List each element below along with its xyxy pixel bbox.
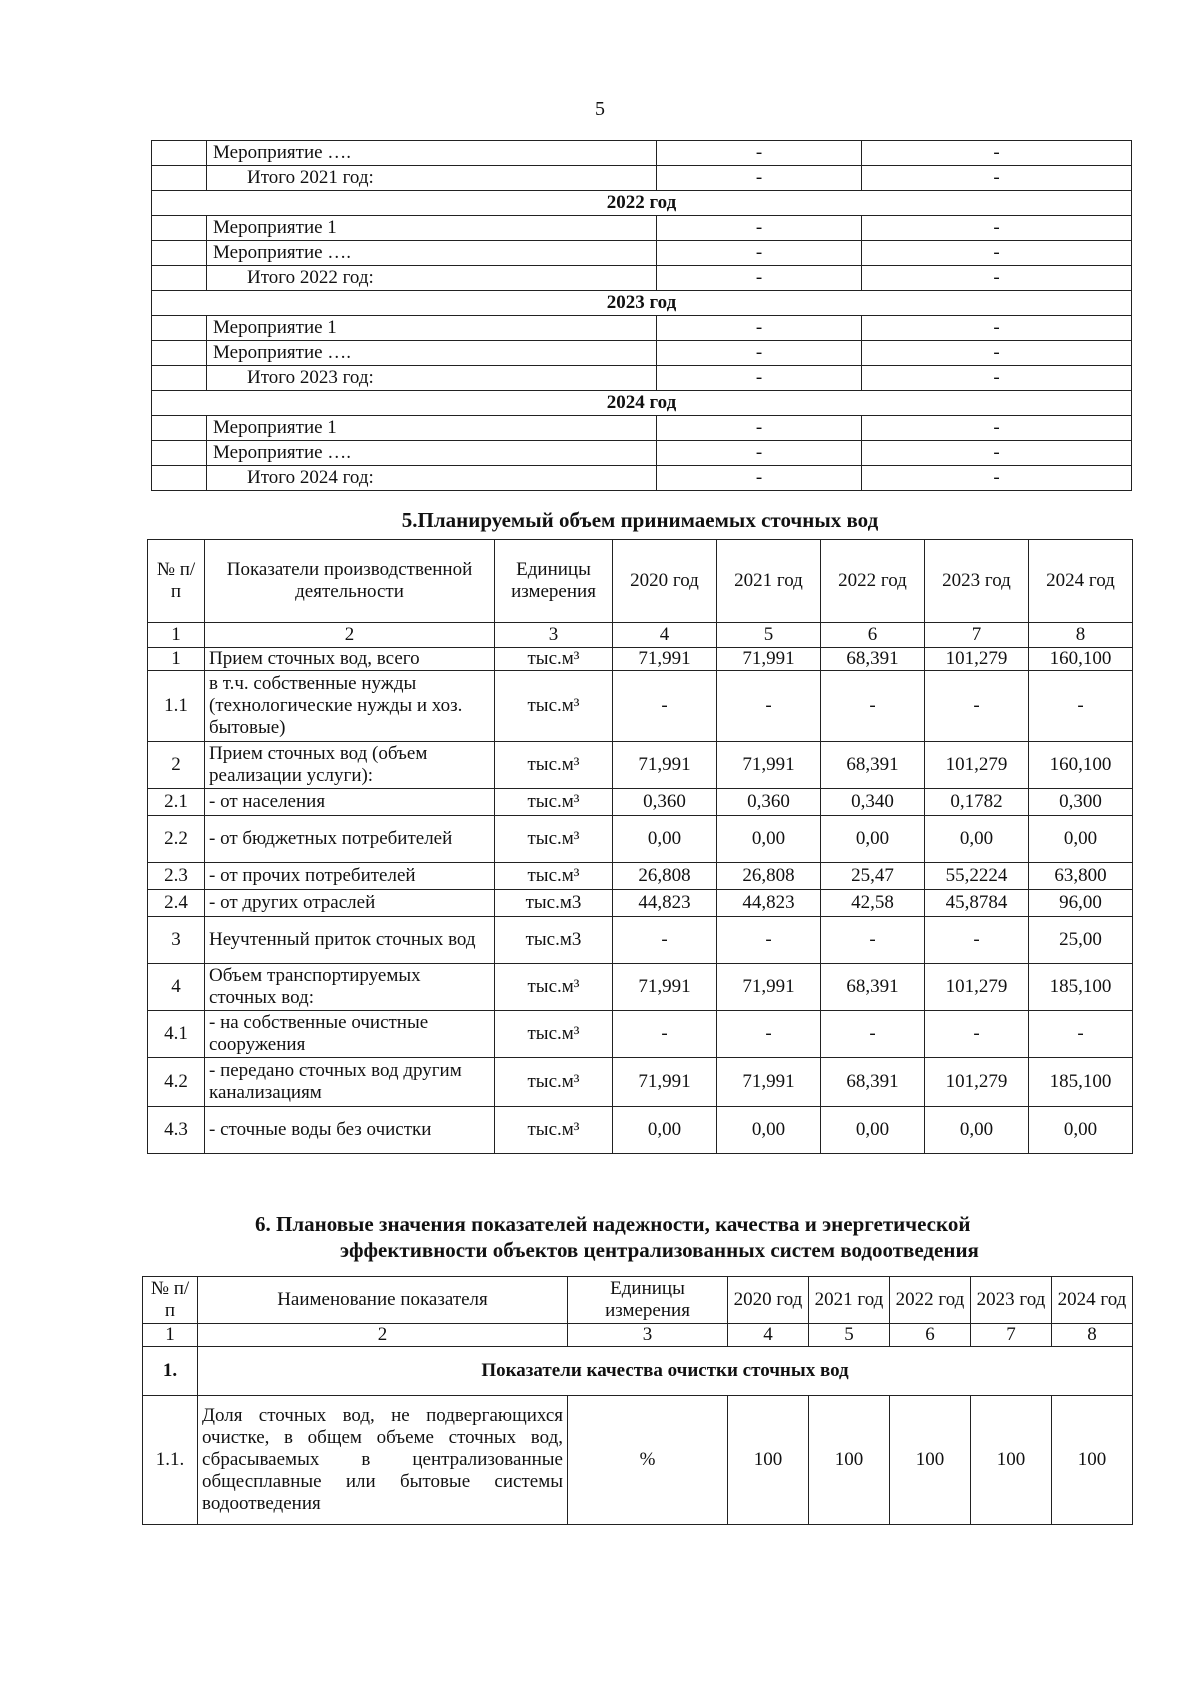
group-row: [143, 1347, 1133, 1396]
table-row: [148, 890, 1133, 917]
indicator-name: - на собственные очистные сооружения: [205, 1011, 495, 1058]
year-value: 101,279: [925, 648, 1029, 671]
event-label: Итого 2024 год:: [207, 466, 657, 491]
indicator-name: Прием сточных вод, всего: [205, 648, 495, 671]
blank-cell: [152, 466, 207, 491]
year-value: 0,00: [613, 816, 717, 863]
event-value-2: -: [862, 366, 1132, 391]
year-value: 68,391: [821, 1058, 925, 1107]
year-value: 100: [809, 1396, 890, 1525]
event-row: [152, 341, 1132, 366]
event-label: Мероприятие ….: [207, 441, 657, 466]
table-row: [148, 816, 1133, 863]
event-value-1: -: [657, 466, 862, 491]
year-value: 0,00: [717, 816, 821, 863]
event-value-2: -: [862, 466, 1132, 491]
year-value: 100: [890, 1396, 971, 1525]
year-value: -: [1029, 671, 1133, 742]
year-value: 25,47: [821, 863, 925, 890]
indicator-name: - от других отраслей: [205, 890, 495, 917]
column-number-cell: 6: [890, 1324, 971, 1347]
year-value: 0,00: [1029, 1107, 1133, 1154]
event-row: [152, 141, 1132, 166]
unit: тыс.м³: [495, 863, 613, 890]
event-label: Мероприятие ….: [207, 141, 657, 166]
year-value: 42,58: [821, 890, 925, 917]
year-label: 2023 год: [152, 291, 1132, 316]
year-value: 0,00: [717, 1107, 821, 1154]
row-number: 3: [148, 917, 205, 964]
year-value: -: [613, 671, 717, 742]
event-value-1: -: [657, 441, 862, 466]
indicator-name: - передано сточных вод другим канализациям: [205, 1058, 495, 1107]
table-row: [148, 917, 1133, 964]
column-number-cell: 7: [971, 1324, 1052, 1347]
year-value: 71,991: [717, 964, 821, 1011]
event-label: Итого 2021 год:: [207, 166, 657, 191]
year-value: -: [717, 1011, 821, 1058]
row-number: 4.3: [148, 1107, 205, 1154]
year-value: 160,100: [1029, 648, 1133, 671]
group-number: 1.: [143, 1347, 198, 1396]
indicator-name: - от прочих потребителей: [205, 863, 495, 890]
header-cell: 2024 год: [1029, 540, 1133, 623]
year-value: 0,00: [1029, 816, 1133, 863]
year-value: 0,360: [717, 789, 821, 816]
event-value-2: -: [862, 441, 1132, 466]
column-number-cell: 5: [809, 1324, 890, 1347]
year-value: 45,8784: [925, 890, 1029, 917]
header-cell: № п/п: [148, 540, 205, 623]
event-row: [152, 266, 1132, 291]
event-row: [152, 241, 1132, 266]
event-value-2: -: [862, 166, 1132, 191]
event-value-2: -: [862, 216, 1132, 241]
header-cell: 2023 год: [971, 1277, 1052, 1324]
event-value-1: -: [657, 266, 862, 291]
year-value: 71,991: [613, 742, 717, 789]
year-value: 71,991: [613, 964, 717, 1011]
year-value: 0,00: [925, 816, 1029, 863]
indicator-name: Доля сточных вод, не подвергающихся очистке, в общем объеме сточных вод, сбрасываемых в централизованные общесплавные или бытовые системы водоотведения: [198, 1396, 568, 1525]
event-value-1: -: [657, 366, 862, 391]
year-value: -: [821, 1011, 925, 1058]
row-number: 4: [148, 964, 205, 1011]
year-value: -: [613, 1011, 717, 1058]
section6-title-line1: 6. Плановые значения показателей надежности, качества и энергетической: [255, 1212, 971, 1236]
year-value: 71,991: [717, 742, 821, 789]
row-number: 2: [148, 742, 205, 789]
indicator-name: Объем транспортируемых сточных вод:: [205, 964, 495, 1011]
header-cell: 2020 год: [728, 1277, 809, 1324]
header-cell: 2024 год: [1052, 1277, 1133, 1324]
unit: тыс.м³: [495, 1011, 613, 1058]
header-cell: Наименование показателя: [198, 1277, 568, 1324]
header-cell: 2020 год: [613, 540, 717, 623]
header-cell: Единицы измерения: [568, 1277, 728, 1324]
year-value: 160,100: [1029, 742, 1133, 789]
event-value-1: -: [657, 216, 862, 241]
year-value: 185,100: [1029, 1058, 1133, 1107]
event-value-1: -: [657, 141, 862, 166]
row-number: 2.1: [148, 789, 205, 816]
column-number-cell: 8: [1052, 1324, 1133, 1347]
row-number: 2.2: [148, 816, 205, 863]
year-value: 100: [1052, 1396, 1133, 1525]
blank-cell: [152, 416, 207, 441]
event-label: Итого 2022 год:: [207, 266, 657, 291]
header-cell: Показатели производственной деятельности: [205, 540, 495, 623]
blank-cell: [152, 366, 207, 391]
table-row: [148, 789, 1133, 816]
year-value: -: [925, 917, 1029, 964]
year-value: -: [613, 917, 717, 964]
header-cell: № п/п: [143, 1277, 198, 1324]
blank-cell: [152, 141, 207, 166]
column-number-cell: 4: [728, 1324, 809, 1347]
column-number-cell: 2: [198, 1324, 568, 1347]
event-value-1: -: [657, 241, 862, 266]
year-value: 55,2224: [925, 863, 1029, 890]
header-row: [143, 1277, 1133, 1324]
event-row: [152, 441, 1132, 466]
table-row: [148, 671, 1133, 742]
year-header-row: [152, 291, 1132, 316]
year-value: 0,00: [821, 816, 925, 863]
unit: тыс.м³: [495, 742, 613, 789]
year-value: 101,279: [925, 964, 1029, 1011]
header-cell: 2022 год: [821, 540, 925, 623]
year-value: 0,00: [613, 1107, 717, 1154]
year-value: 44,823: [717, 890, 821, 917]
event-label: Мероприятие ….: [207, 341, 657, 366]
year-value: 71,991: [613, 648, 717, 671]
event-label: Мероприятие ….: [207, 241, 657, 266]
year-value: 71,991: [717, 648, 821, 671]
events-table: [151, 140, 1132, 491]
event-value-2: -: [862, 241, 1132, 266]
indicator-name: в т.ч. собственные нужды (технологические нужды и хоз. бытовые): [205, 671, 495, 742]
unit: тыс.м3: [495, 917, 613, 964]
table-row: [148, 648, 1133, 671]
column-number-cell: 3: [568, 1324, 728, 1347]
blank-cell: [152, 166, 207, 191]
event-row: [152, 216, 1132, 241]
group-title: Показатели качества очистки сточных вод: [198, 1347, 1133, 1396]
year-label: 2022 год: [152, 191, 1132, 216]
column-number-cell: 6: [821, 623, 925, 648]
header-cell: 2023 год: [925, 540, 1029, 623]
section6-title-line2: эффективности объектов централизованных систем водоотведения: [340, 1238, 979, 1262]
unit: тыс.м³: [495, 1058, 613, 1107]
unit: тыс.м³: [495, 816, 613, 863]
event-label: Мероприятие 1: [207, 316, 657, 341]
year-value: 71,991: [717, 1058, 821, 1107]
event-value-2: -: [862, 416, 1132, 441]
page-number: 5: [595, 98, 605, 120]
column-number-cell: 1: [148, 623, 205, 648]
year-value: 100: [728, 1396, 809, 1525]
year-value: 101,279: [925, 1058, 1029, 1107]
blank-cell: [152, 216, 207, 241]
year-value: 0,340: [821, 789, 925, 816]
blank-cell: [152, 266, 207, 291]
event-value-2: -: [862, 266, 1132, 291]
table-row: [148, 1011, 1133, 1058]
row-number: 1: [148, 648, 205, 671]
event-value-1: -: [657, 416, 862, 441]
row-number: 1.1.: [143, 1396, 198, 1525]
row-number: 4.2: [148, 1058, 205, 1107]
column-number-cell: 8: [1029, 623, 1133, 648]
unit: тыс.м³: [495, 964, 613, 1011]
unit: тыс.м³: [495, 789, 613, 816]
year-value: 71,991: [613, 1058, 717, 1107]
blank-cell: [152, 441, 207, 466]
year-value: 68,391: [821, 964, 925, 1011]
year-value: 96,00: [1029, 890, 1133, 917]
column-number-cell: 3: [495, 623, 613, 648]
indicator-name: Прием сточных вод (объем реализации услуги):: [205, 742, 495, 789]
event-row: [152, 316, 1132, 341]
event-value-1: -: [657, 341, 862, 366]
table-row: [148, 1107, 1133, 1154]
year-value: -: [821, 917, 925, 964]
column-number-row: [143, 1324, 1133, 1347]
event-value-2: -: [862, 141, 1132, 166]
wastewater-volume-table: [147, 539, 1133, 1154]
unit: тыс.м³: [495, 648, 613, 671]
event-label: Мероприятие 1: [207, 416, 657, 441]
column-number-cell: 7: [925, 623, 1029, 648]
event-row: [152, 466, 1132, 491]
year-value: 0,360: [613, 789, 717, 816]
year-value: 68,391: [821, 648, 925, 671]
unit: тыс.м³: [495, 1107, 613, 1154]
year-value: -: [717, 671, 821, 742]
year-label: 2024 год: [152, 391, 1132, 416]
blank-cell: [152, 316, 207, 341]
column-number-cell: 2: [205, 623, 495, 648]
row-number: 4.1: [148, 1011, 205, 1058]
header-cell: 2022 год: [890, 1277, 971, 1324]
year-value: 0,00: [925, 1107, 1029, 1154]
event-row: [152, 416, 1132, 441]
unit: тыс.м³: [495, 671, 613, 742]
unit: тыс.м3: [495, 890, 613, 917]
table-row: [148, 863, 1133, 890]
event-row: [152, 366, 1132, 391]
year-value: -: [925, 1011, 1029, 1058]
year-value: 101,279: [925, 742, 1029, 789]
table-row: [143, 1396, 1133, 1525]
indicator-name: Неучтенный приток сточных вод: [205, 917, 495, 964]
event-row: [152, 166, 1132, 191]
column-number-cell: 4: [613, 623, 717, 648]
year-value: 0,1782: [925, 789, 1029, 816]
blank-cell: [152, 241, 207, 266]
year-value: 26,808: [613, 863, 717, 890]
header-cell: 2021 год: [809, 1277, 890, 1324]
year-value: -: [717, 917, 821, 964]
column-number-cell: 1: [143, 1324, 198, 1347]
header-cell: Единицы измерения: [495, 540, 613, 623]
event-value-2: -: [862, 316, 1132, 341]
year-value: 63,800: [1029, 863, 1133, 890]
row-number: 2.4: [148, 890, 205, 917]
event-value-2: -: [862, 341, 1132, 366]
table-row: [148, 1058, 1133, 1107]
indicator-name: - от бюджетных потребителей: [205, 816, 495, 863]
year-value: -: [1029, 1011, 1133, 1058]
reliability-indicators-table: [142, 1276, 1133, 1525]
year-header-row: [152, 391, 1132, 416]
indicator-name: - сточные воды без очистки: [205, 1107, 495, 1154]
row-number: 1.1: [148, 671, 205, 742]
event-value-1: -: [657, 316, 862, 341]
year-value: 0,00: [821, 1107, 925, 1154]
year-header-row: [152, 191, 1132, 216]
event-value-1: -: [657, 166, 862, 191]
year-value: 44,823: [613, 890, 717, 917]
event-label: Мероприятие 1: [207, 216, 657, 241]
year-value: 185,100: [1029, 964, 1133, 1011]
blank-cell: [152, 341, 207, 366]
column-number-cell: 5: [717, 623, 821, 648]
year-value: -: [821, 671, 925, 742]
table-row: [148, 742, 1133, 789]
table-row: [148, 964, 1133, 1011]
header-cell: 2021 год: [717, 540, 821, 623]
section5-title: 5.Планируемый объем принимаемых сточных вод: [401, 508, 879, 532]
year-value: 25,00: [1029, 917, 1133, 964]
header-row: [148, 540, 1133, 623]
year-value: 26,808: [717, 863, 821, 890]
year-value: 68,391: [821, 742, 925, 789]
year-value: 100: [971, 1396, 1052, 1525]
year-value: 0,300: [1029, 789, 1133, 816]
indicator-name: - от населения: [205, 789, 495, 816]
year-value: -: [925, 671, 1029, 742]
event-label: Итого 2023 год:: [207, 366, 657, 391]
row-number: 2.3: [148, 863, 205, 890]
column-number-row: [148, 623, 1133, 648]
unit: %: [568, 1396, 728, 1525]
